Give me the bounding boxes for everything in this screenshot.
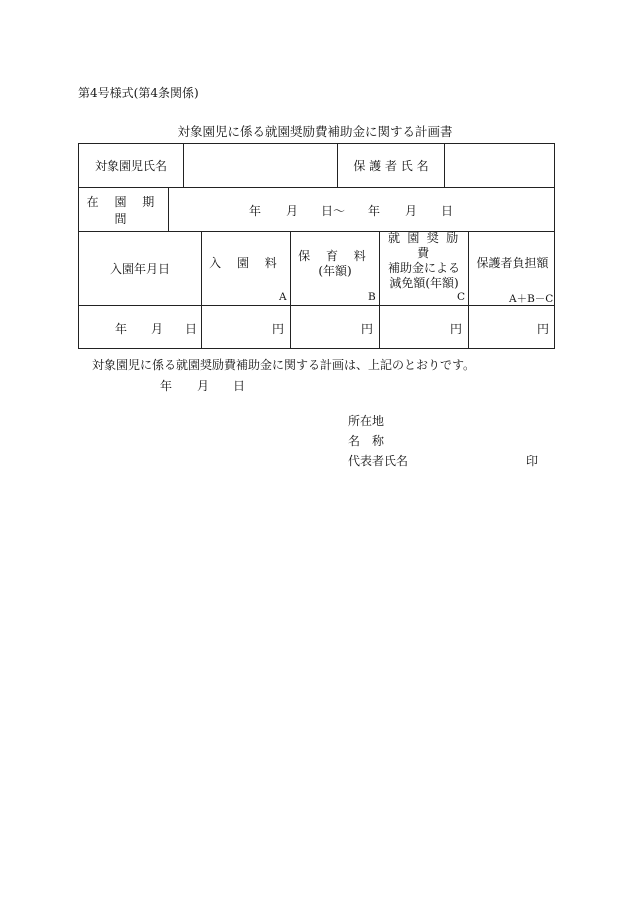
entry-month: 月 xyxy=(151,322,164,336)
subsidy-line1: 就 園 奨 励 費 xyxy=(387,231,461,260)
address-label: 所在地 xyxy=(348,414,385,428)
yen-unit-total: 円 xyxy=(536,322,549,336)
entry-date-header: 入園年月日 xyxy=(109,262,170,276)
child-name-field[interactable] xyxy=(184,144,336,187)
seal-mark: 印 xyxy=(526,454,539,468)
guardian-name-label: 保 護 者 氏 名 xyxy=(353,159,429,173)
entry-day: 日 xyxy=(185,322,198,336)
yen-unit-c: 円 xyxy=(449,322,462,336)
statement-text: 対象園児に係る就園奨励費補助金に関する計画は、上記のとおりです。 xyxy=(92,358,476,372)
childcare-fee-line1: 保 育 料 xyxy=(298,249,372,263)
childcare-fee-line2: (年額) xyxy=(318,264,352,278)
guardian-burden-header: 保護者負担額 xyxy=(476,255,549,270)
period-month-2: 月 xyxy=(405,204,418,218)
burden-formula: A＋B－C xyxy=(509,293,554,305)
childcare-fee-header xyxy=(291,238,379,290)
period-year-2: 年 xyxy=(368,204,381,218)
subsidy-line2: 補助金による xyxy=(387,261,460,275)
enrollment-period-field[interactable] xyxy=(169,188,555,231)
document-title: 対象園児に係る就園奨励費補助金に関する計画書 xyxy=(177,124,453,139)
form-number: 第4号様式(第4条関係) xyxy=(78,86,199,100)
yen-unit-b: 円 xyxy=(360,322,373,336)
date-day: 日 xyxy=(233,379,246,393)
child-name-label: 対象園児氏名 xyxy=(94,159,167,173)
guardian-name-field[interactable] xyxy=(445,144,555,187)
subsidy-field[interactable] xyxy=(380,306,468,348)
date-month: 月 xyxy=(197,379,210,393)
period-day-1: 日～ xyxy=(321,204,346,218)
guardian-burden-field[interactable] xyxy=(469,306,555,348)
period-day-2: 日 xyxy=(441,204,454,218)
subsidy-code: C xyxy=(457,291,466,303)
enrollment-period-label: 在 園 期 間 xyxy=(86,194,161,226)
childcare-fee-code: B xyxy=(368,291,376,303)
representative-label: 代表者氏名 xyxy=(348,454,409,468)
period-month-1: 月 xyxy=(286,204,299,218)
childcare-fee-field[interactable] xyxy=(291,306,379,348)
entrance-fee-field[interactable] xyxy=(202,306,290,348)
date-year: 年 xyxy=(160,379,173,393)
plan-table xyxy=(78,143,555,349)
entry-year: 年 xyxy=(115,322,128,336)
subsidy-line3: 減免額(年額) xyxy=(389,276,459,290)
yen-unit-a: 円 xyxy=(271,322,284,336)
subsidy-header xyxy=(380,231,468,290)
entrance-fee-code: A xyxy=(279,291,287,303)
entry-date-field[interactable] xyxy=(79,306,201,348)
entrance-fee-header: 入 園 料 xyxy=(209,255,283,270)
name-label: 名 称 xyxy=(348,434,385,448)
period-year-1: 年 xyxy=(249,204,262,218)
